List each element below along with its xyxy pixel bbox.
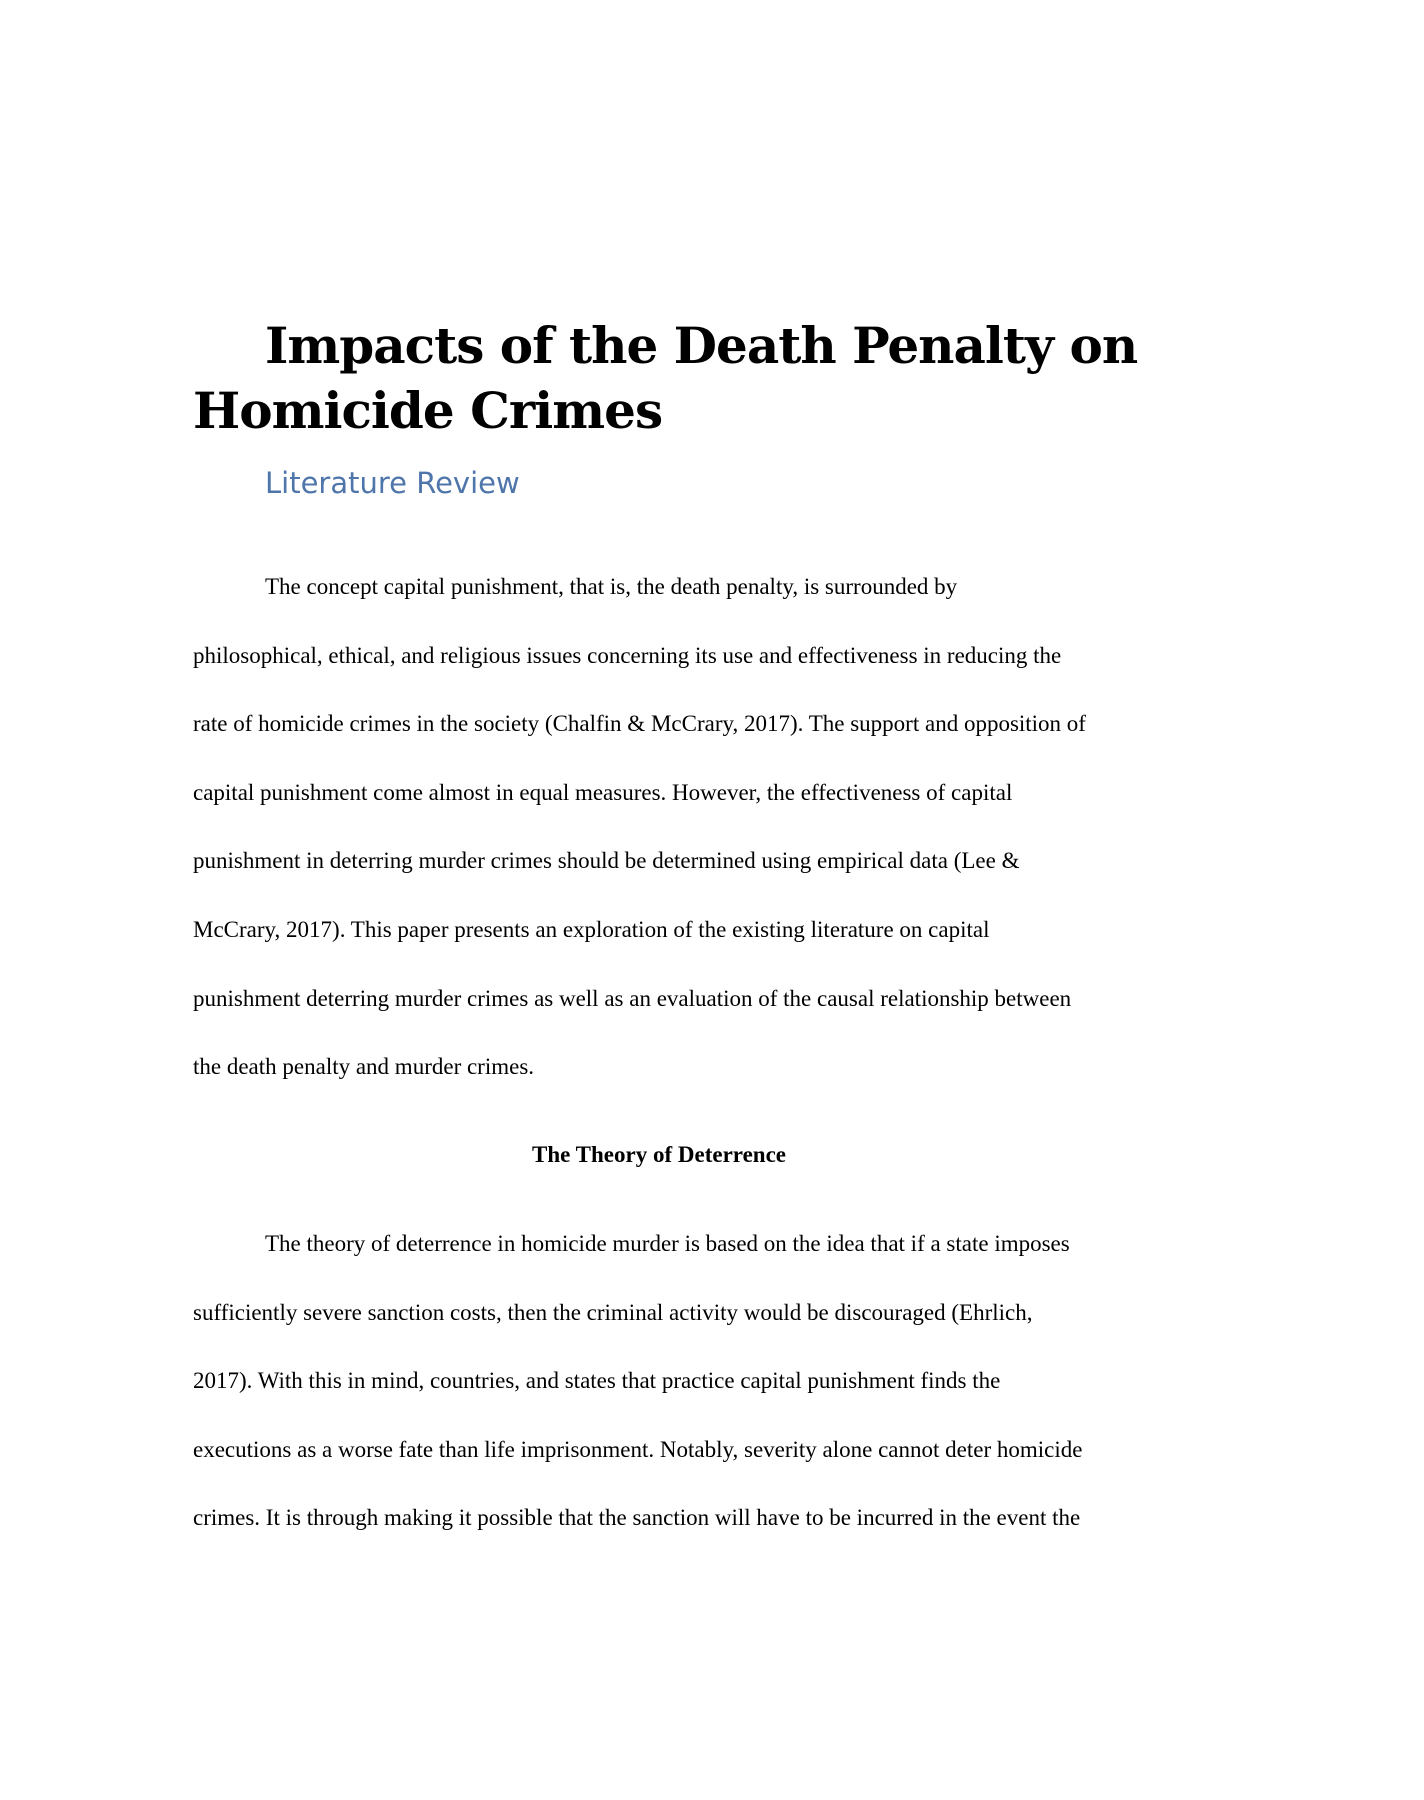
paragraph-line: crimes. It is through making it possible that the sanction will have to be incurred in the event the [193, 1505, 1081, 1531]
paragraph-line: capital punishment come almost in equal measures. However, the effectiveness of capital [193, 779, 1013, 805]
intro-paragraph [193, 572, 1153, 1121]
document-title: Impacts of the Death Penalty on Homicide Crimes [193, 316, 1138, 440]
paragraph-line: punishment deterring murder crimes as well as an evaluation of the causal relationship between [193, 985, 1072, 1011]
paragraph-line: rate of homicide crimes in the society (Chalfin & McCrary, 2017). The support and opposition of [193, 711, 1086, 737]
paragraph-line: The concept capital punishment, that is, the death penalty, is surrounded by [265, 574, 958, 599]
paragraph-line: The theory of deterrence in homicide murder is based on the idea that if a state imposes [265, 1231, 1070, 1256]
paragraph-line: punishment in deterring murder crimes should be determined using empirical data (Lee & [193, 848, 1020, 874]
paragraph-line: the death penalty and murder crimes. [193, 1054, 535, 1080]
paragraph-line: 2017). With this in mind, countries, and states that practice capital punishment finds the [193, 1368, 1001, 1394]
paragraph-line: sufficiently severe sanction costs, then the criminal activity would be discouraged (Ehrlich, [193, 1299, 1033, 1325]
paragraph-line: philosophical, ethical, and religious issues concerning its use and effectiveness in reducing the [193, 642, 1062, 668]
paragraph-line: McCrary, 2017). This paper presents an exploration of the existing literature on capital [193, 916, 990, 942]
deterrence-paragraph [193, 1229, 1153, 1572]
paragraph-line: executions as a worse fate than life imprisonment. Notably, severity alone cannot deter homicide [193, 1436, 1083, 1462]
section-heading: The Theory of Deterrence [532, 1142, 786, 1167]
document-subtitle: Literature Review [265, 466, 520, 500]
